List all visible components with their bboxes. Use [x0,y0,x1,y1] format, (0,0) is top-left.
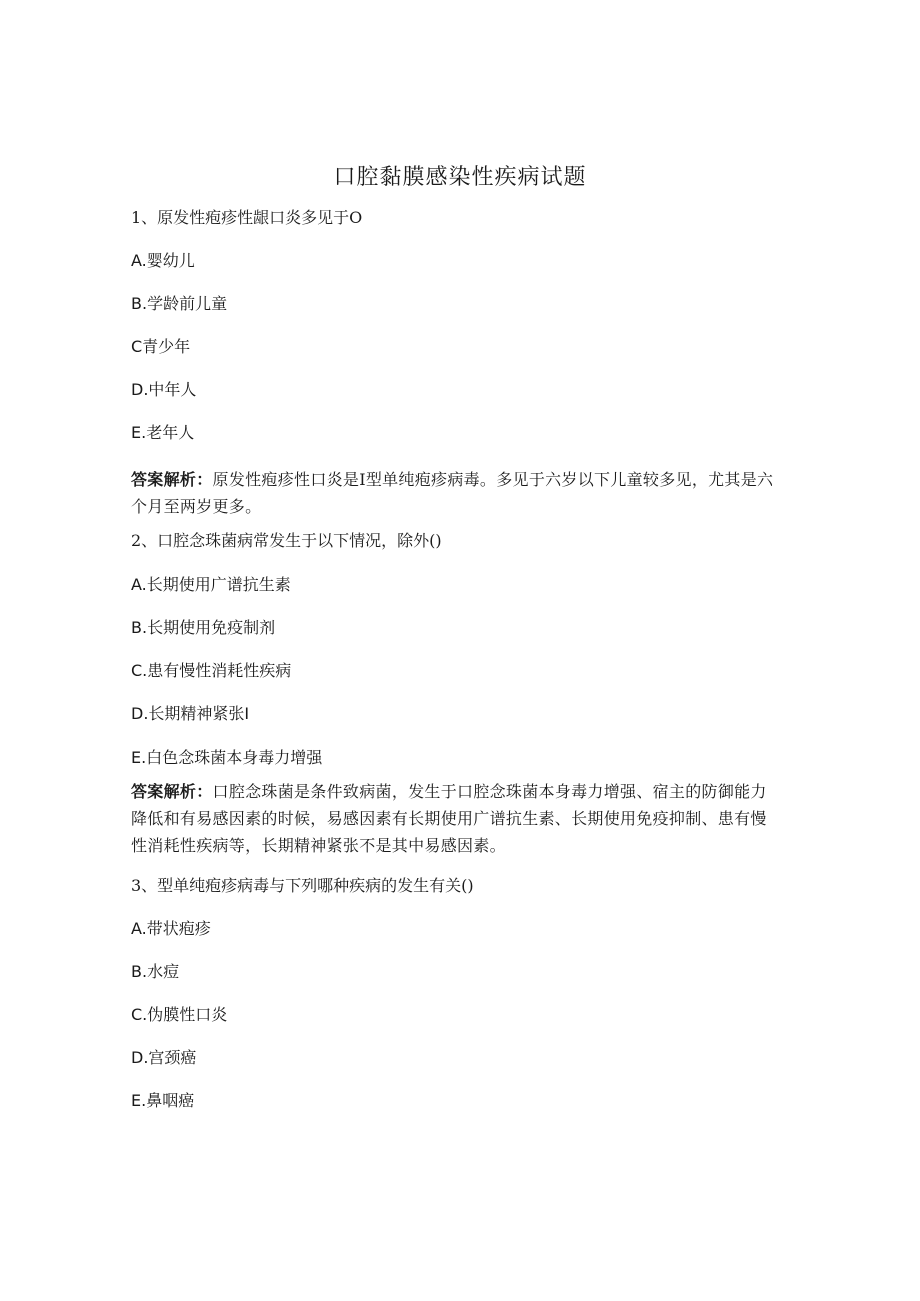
question-1-option-e: E.老年人 [131,423,195,442]
analysis-text: 口腔念珠菌是条件致病菌，发生于口腔念珠菌本身毒力增强、宿主的防御能力降低和有易感因素的时候，易感因素有长期使用广谱抗生素、长期使用免疫抑制、患有慢性消耗性疾病等，长期精神紧张不是其中易感因素。 [131,782,767,855]
question-2-option-d: D.长期精神紧张I [131,704,250,723]
question-1-option-a: A.婴幼儿 [131,251,195,270]
analysis-label: 答案解析： [131,470,213,489]
question-3-option-d: D.宫颈癌 [131,1048,197,1067]
question-2-option-c: C.患有慢性消耗性疾病 [131,661,292,680]
question-1-option-d: D.中年人 [131,380,197,399]
analysis-label: 答案解析： [131,782,213,801]
question-1-option-c: C青少年 [131,337,191,356]
document-title: 口腔黏膜感染性疾病试题 [333,165,587,190]
question-3-option-b: B.水痘 [131,962,180,981]
question-2-option-b: B.长期使用免疫制剂 [131,618,276,637]
question-3-stem: 3、型单纯疱疹病毒与下列哪种疾病的发生有关() [131,876,474,895]
question-3-option-e: E.鼻咽癌 [131,1091,195,1110]
question-3-option-c: C.伪膜性口炎 [131,1005,228,1024]
question-1-option-b: B.学龄前儿童 [131,294,228,313]
question-2-analysis [131,778,781,859]
question-3-option-a: A.带状疱疹 [131,919,211,938]
question-1-analysis [131,466,781,520]
question-1-stem: 1、原发性疱疹性龈口炎多见于O [131,208,363,227]
question-2-stem: 2、口腔念珠菌病常发生于以下情况，除外() [131,531,442,550]
analysis-text: 原发性疱疹性口炎是I型单纯疱疹病毒。多见于六岁以下儿童较多见，尤其是六个月至两岁更多。 [131,470,774,516]
question-2-option-e: E.白色念珠菌本身毒力增强 [131,748,323,767]
question-2-option-a: A.长期使用广谱抗生素 [131,575,291,594]
